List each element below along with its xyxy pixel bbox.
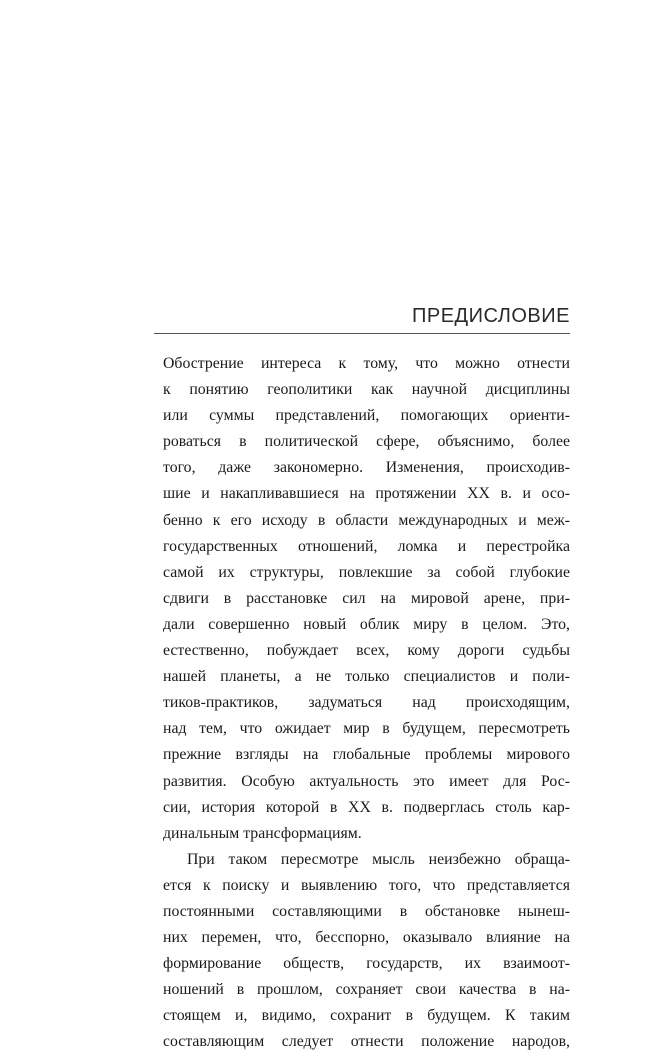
text-line: прежние взгляды на глобальные проблемы мирового (163, 746, 570, 764)
text-line: При таком пересмотре мысль неизбежно обраща- (187, 850, 570, 868)
page-title: ПРЕДИСЛОВИЕ (412, 305, 570, 327)
text-line: шие и накапливавшиеся на протяжении XX в. и осо- (163, 485, 570, 503)
text-line: над тем, что ожидает мир в будущем, пересмотреть (163, 720, 570, 738)
text-line: постоянными составляющими в обстановке нынеш- (163, 902, 570, 920)
text-line: того, даже закономерно. Изменения, происходив- (163, 459, 570, 477)
text-line: государственных отношений, ломка и перестройка (163, 537, 570, 555)
text-line: динальным трансформациям. (163, 824, 362, 842)
text-line: бенно к его исходу в области международных и меж- (163, 511, 570, 529)
text-line: сдвиги в расстановке сил на мировой арене, при- (163, 589, 570, 607)
text-line: стоящем и, видимо, сохранит в будущем. К таким (163, 1007, 570, 1025)
text-line: тиков-практиков, задуматься над происходящим, (163, 694, 570, 712)
text-line: к понятию геополитики как научной дисциплины (163, 381, 570, 399)
text-line: Обострение интереса к тому, что можно отнести (163, 355, 570, 372)
text-line: ношений в прошлом, сохраняет свои качества в на- (163, 981, 570, 999)
text-line: дали совершенно новый облик миру в целом. Это, (163, 615, 570, 633)
text-line: формирование обществ, государств, их взаимоот- (163, 955, 570, 973)
text-line: составляющим следует отнести положение народов, (163, 1033, 570, 1051)
text-line: них перемен, что, бесспорно, оказывало влияние на (163, 929, 570, 947)
text-line: нашей планеты, а не только специалистов и поли- (163, 668, 570, 686)
text-line: развития. Особую актуальность это имеет для Рос- (163, 772, 570, 790)
title-divider (154, 333, 570, 334)
text-line: ется к поиску и выявлению того, что представляется (163, 876, 570, 894)
body-text (163, 351, 570, 1056)
text-line: сии, история которой в XX в. подверглась столь кар- (163, 798, 570, 816)
text-line: естественно, побуждает всех, кому дороги судьбы (163, 642, 570, 660)
text-line: самой их структуры, повлекшие за собой глубокие (163, 563, 570, 581)
text-line: или суммы представлений, помогающих ориенти- (163, 407, 570, 425)
text-line: роваться в политической сфере, объяснимо, более (163, 433, 570, 451)
